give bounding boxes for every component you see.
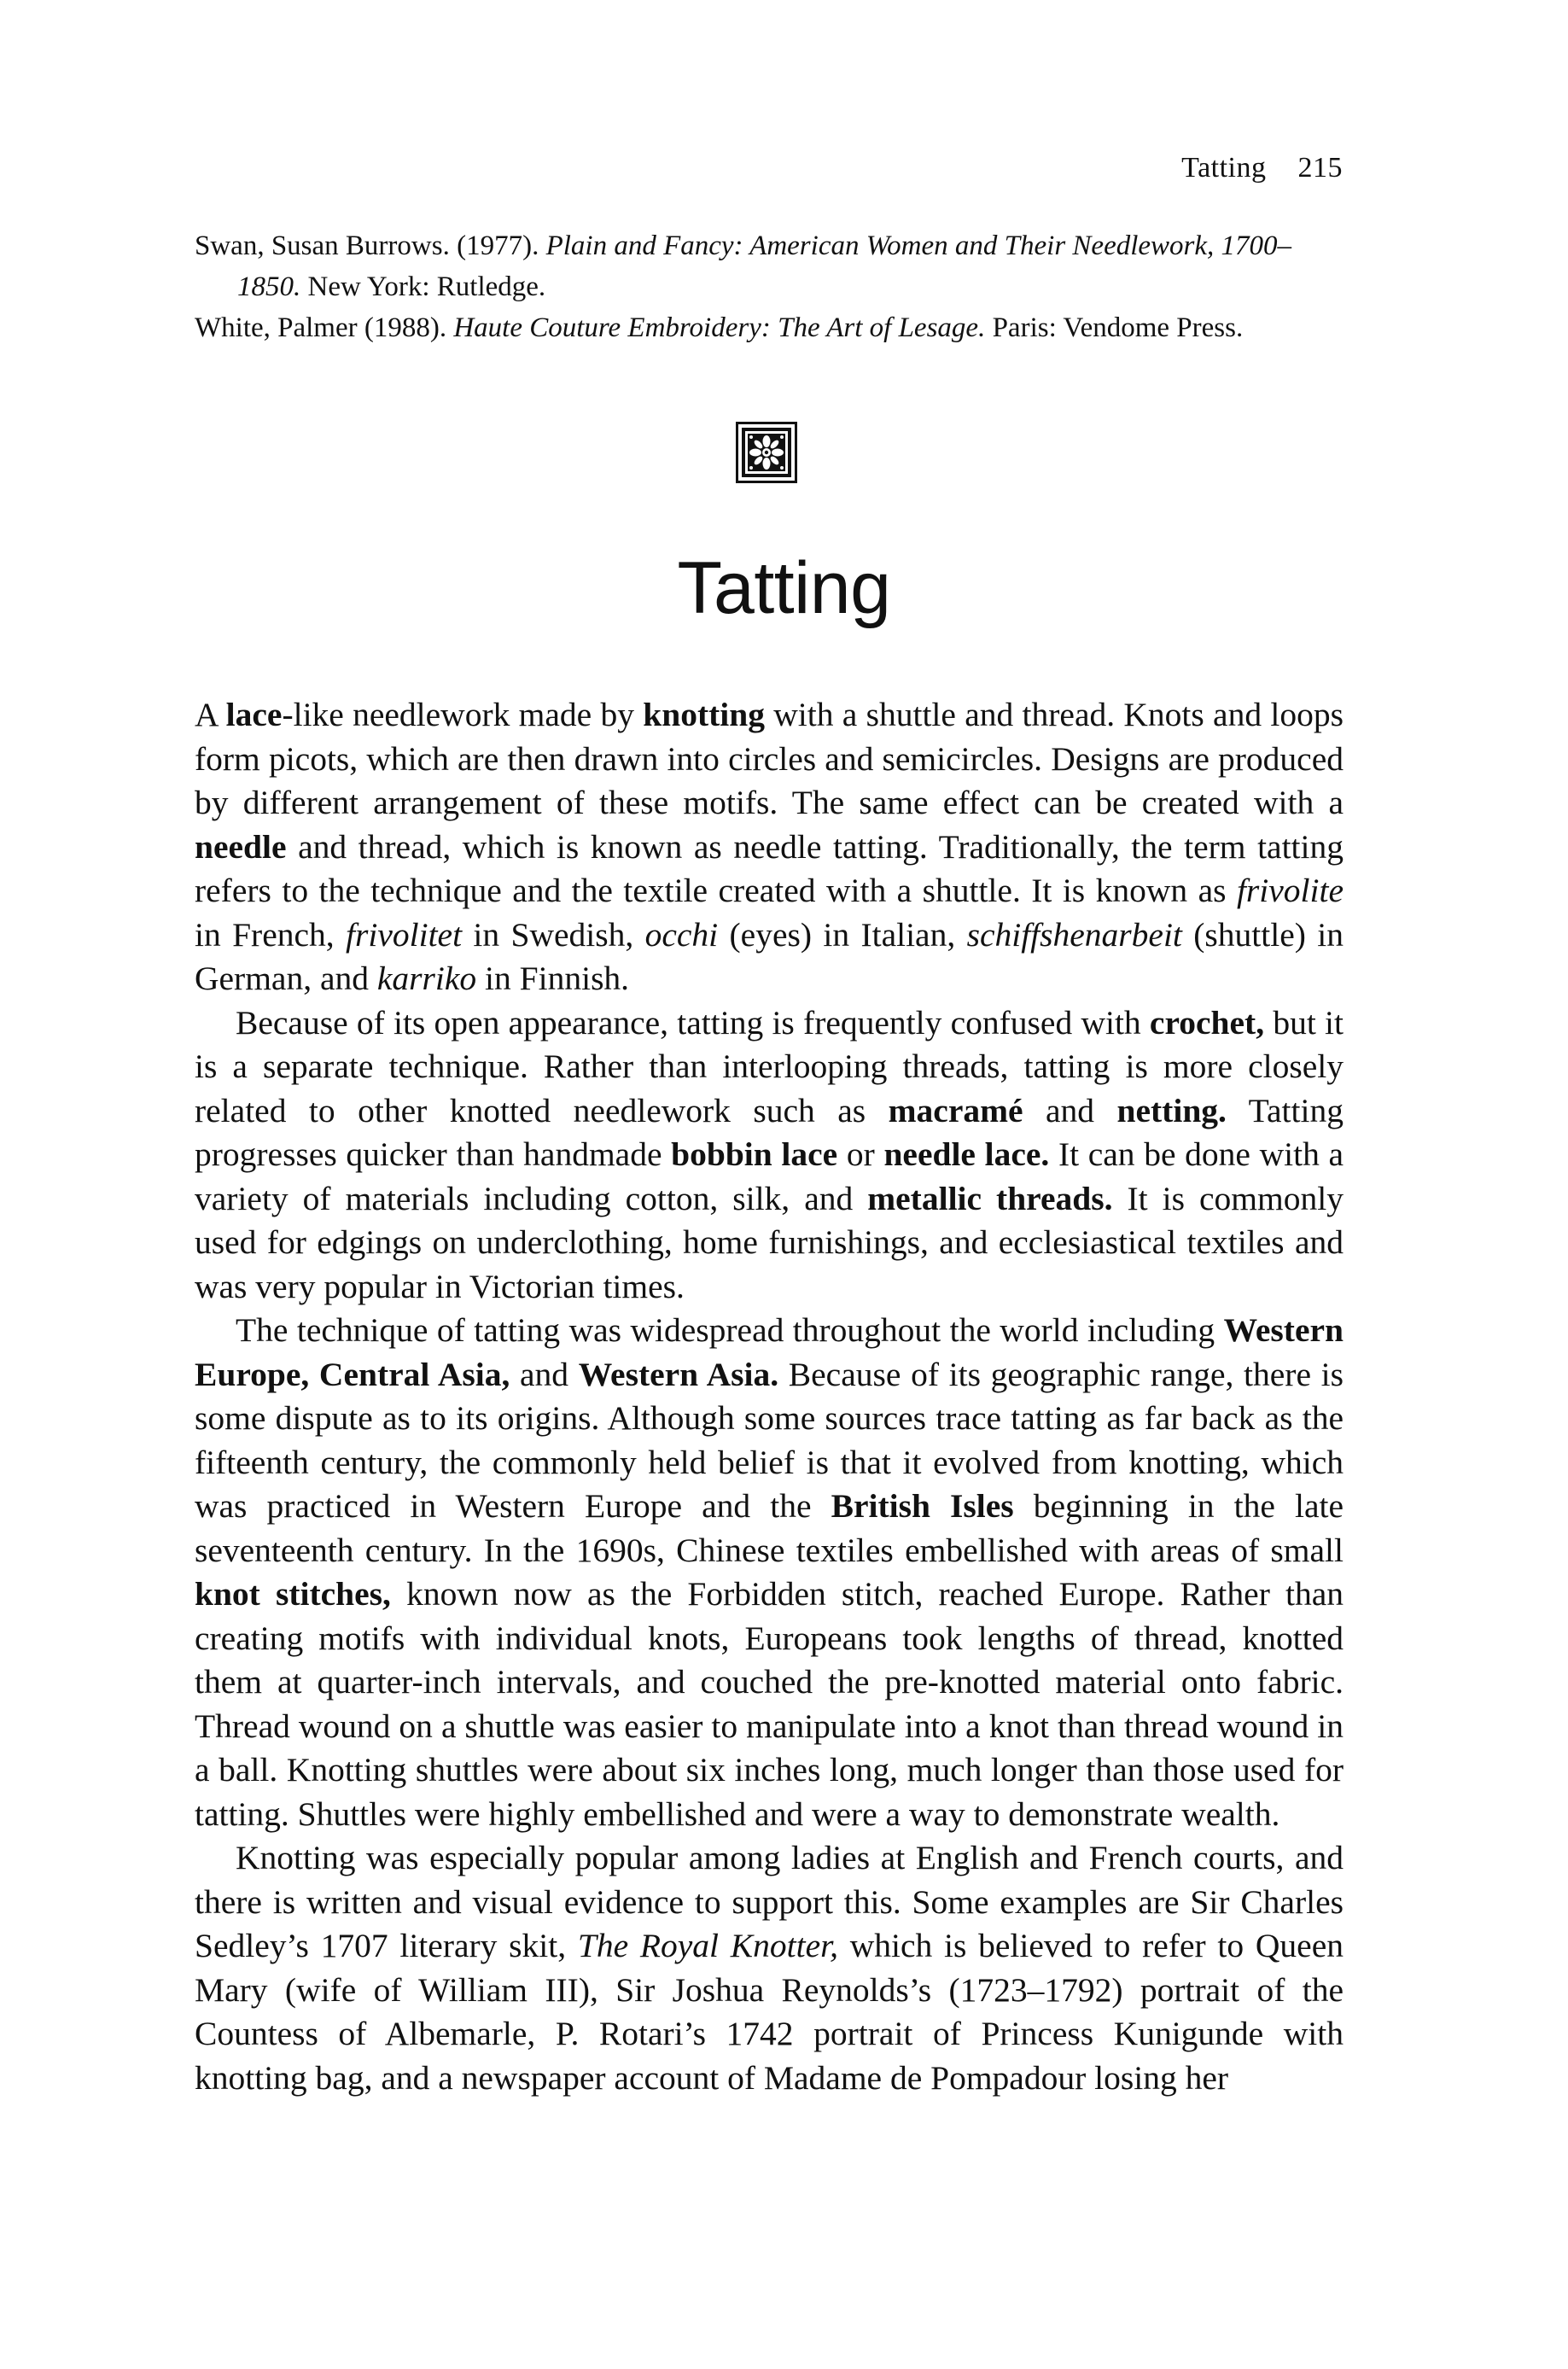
article-body xyxy=(195,693,1344,2100)
running-head xyxy=(1181,152,1343,184)
bold-term: bobbin lace xyxy=(671,1135,838,1173)
text-run: in Swedish, xyxy=(462,915,645,954)
italic-term: frivolite xyxy=(1236,872,1344,909)
bold-term: Western Asia. xyxy=(578,1355,779,1393)
bold-term: needle lace. xyxy=(883,1135,1050,1173)
body-paragraph xyxy=(195,1836,1344,2100)
text-run: (shuttle) in German, and xyxy=(195,915,1344,997)
text-run: It is commonly used for edgings on underclothing, home furnishings, and ecclesiastical textiles and was very popular in Victorian times. xyxy=(195,1179,1344,1305)
reference-entry xyxy=(195,307,1344,348)
text-run: A xyxy=(195,696,226,733)
reference-author-year: Swan, Susan Burrows. (1977). xyxy=(195,230,546,261)
bold-term: British Isles xyxy=(831,1487,1014,1525)
text-run: and xyxy=(1023,1091,1117,1129)
references-list xyxy=(195,225,1344,348)
italic-term: The Royal Knotter, xyxy=(577,1927,838,1964)
bold-term: macramé xyxy=(888,1091,1023,1129)
reference-entry xyxy=(195,225,1344,307)
text-run: Because of its open appearance, tatting is frequently confused with xyxy=(236,1003,1150,1042)
text-run: or xyxy=(837,1135,884,1173)
bold-term: lace xyxy=(225,696,283,733)
page-number: 215 xyxy=(1297,152,1343,184)
bold-term: Western Europe, Central Asia, xyxy=(195,1311,1344,1393)
bold-term: knotting xyxy=(643,696,765,733)
bold-term: metallic threads. xyxy=(867,1179,1113,1217)
reference-author-year: White, Palmer (1988). xyxy=(195,312,454,343)
text-run: and thread, which is known as needle tatting. Traditionally, the term tatting refers to the technique and the textile created with a shuttle. It is known as xyxy=(195,827,1344,909)
text-run: which is believed to refer to Queen Mary (wife of William III), Sir Joshua Reynolds’s (1723–1792) portrait of the Countess of Albemarle, P. Rotari’s 1742 portrait of Princess Kunigunde with knotting bag, and a newspaper account of Madame de Pompadour losing her xyxy=(195,1927,1344,2097)
text-run: with a shuttle and thread. Knots and loops form picots, which are then drawn into circles and semicircles. Designs are produced by different arrangement of these motifs. The same effect can be created with a xyxy=(195,696,1344,821)
reference-title: Haute Couture Embroidery: The Art of Lesage. xyxy=(453,312,986,343)
reference-title: Plain and Fancy: American Women and Their Needlework, 1700–1850. xyxy=(237,230,1292,302)
italic-term: frivolitet xyxy=(346,915,463,954)
text-run: It can be done with a variety of materials including cotton, silk, and xyxy=(195,1135,1344,1217)
body-paragraph xyxy=(195,693,1344,1001)
italic-term: schiffshenarbeit xyxy=(966,915,1182,954)
bold-term: knot stitches, xyxy=(195,1575,391,1613)
reference-publisher: Paris: Vendome Press. xyxy=(985,312,1244,343)
running-head-title: Tatting xyxy=(1181,152,1267,184)
body-paragraph xyxy=(195,1001,1344,1310)
text-run: (eyes) in Italian, xyxy=(718,915,967,954)
italic-term: karriko xyxy=(376,960,477,997)
text-run: but it is a separate technique. Rather than interlooping threads, tatting is more closely related to other knotted needlework such as xyxy=(195,1003,1344,1129)
reference-publisher: New York: Rutledge. xyxy=(300,271,546,302)
text-run: Knotting was especially popular among ladies at English and French courts, and there is written and visual evidence to support this. Some examples are Sir Charles Sedley’s 1707 literary skit, xyxy=(195,1839,1344,1964)
text-run: The technique of tatting was widespread throughout the world including xyxy=(236,1311,1224,1349)
text-run: beginning in the late seventeenth century. In the 1690s, Chinese textiles embellished with areas of small xyxy=(195,1487,1344,1569)
body-paragraph xyxy=(195,1309,1344,1836)
text-run: Because of its geographic range, there is some dispute as to its origins. Although some sources trace tatting as far back as the fifteenth century, the commonly held belief is that it evolved from knotting, which was practiced in Western Europe and the xyxy=(195,1355,1344,1525)
square-rosette-ornament-icon xyxy=(736,422,797,483)
text-run: and xyxy=(510,1355,579,1393)
text-run: -like needlework made by xyxy=(282,696,644,733)
text-run: in Finnish. xyxy=(476,960,630,997)
text-run: known now as the Forbidden stitch, reached Europe. Rather than creating motifs with individual knots, Europeans took lengths of thread, knotted them at quarter-inch intervals, and couched the pre-knotted material onto fabric. Thread wound on a shuttle was easier to manipulate into a knot than thread wound in a ball. Knotting shuttles were about six inches long, much longer than those used for tatting. Shuttles were highly embellished and were a way to demonstrate wealth. xyxy=(195,1575,1344,1833)
bold-term: needle xyxy=(195,827,287,866)
bold-term: crochet, xyxy=(1149,1003,1265,1042)
text-run: in French, xyxy=(195,915,347,954)
text-run: Tatting progresses quicker than handmade xyxy=(195,1091,1344,1173)
bold-term: netting. xyxy=(1116,1091,1227,1129)
section-title: Tatting xyxy=(677,547,891,629)
italic-term: occhi xyxy=(644,915,719,954)
